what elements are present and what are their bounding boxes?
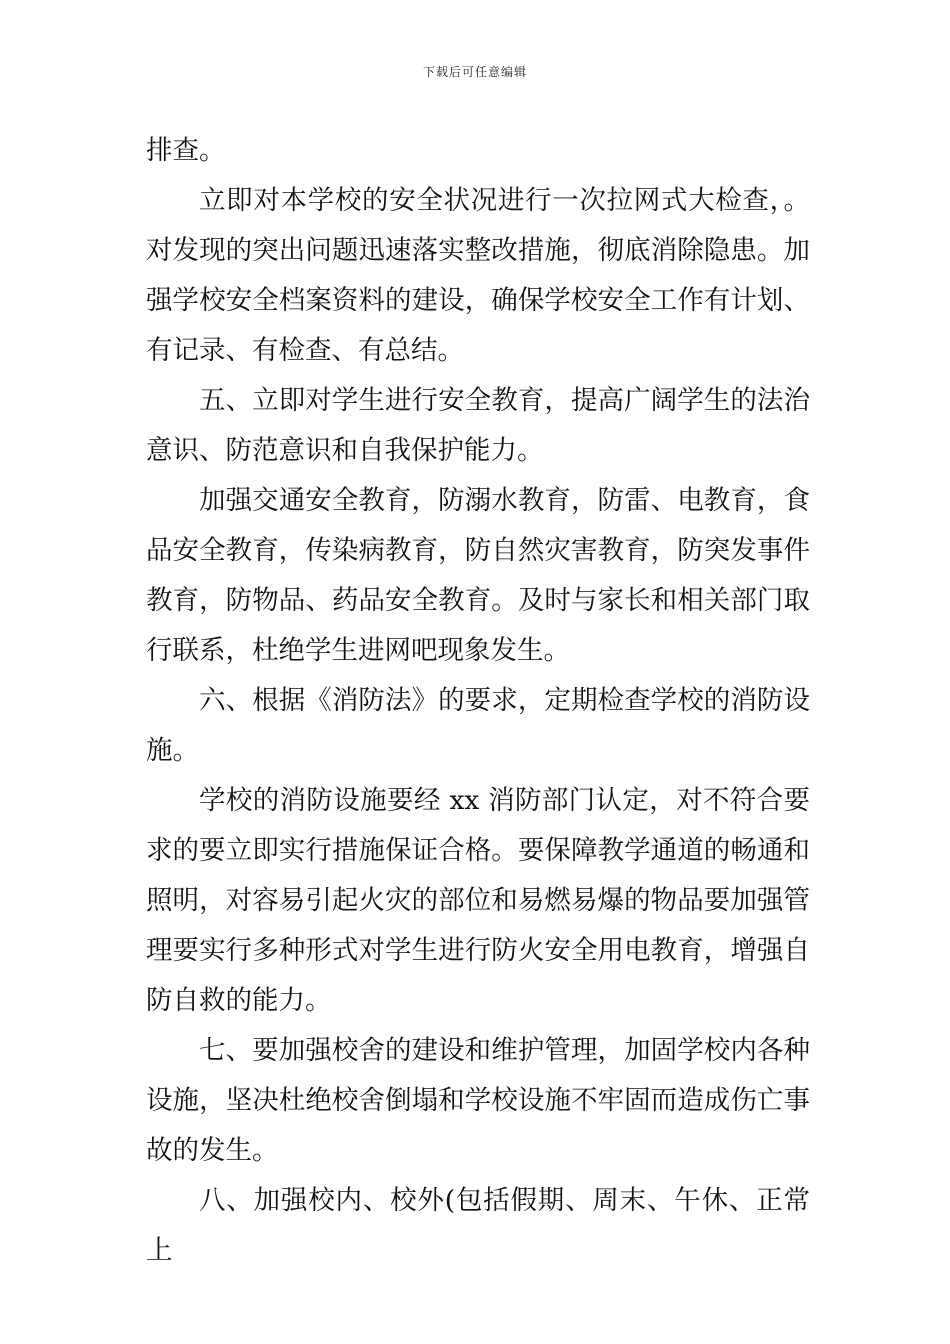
page-header: 下载后可任意编辑 — [422, 65, 527, 79]
paragraph-item-six: 六、根据《消防法》的要求，定期检查学校的消防设施。 — [146, 685, 810, 766]
paragraph-item-five: 五、立即对学生进行安全教育，提高广阔学生的法治意识、防范意识和自我保护能力。 — [146, 385, 810, 466]
document-body — [146, 126, 810, 1276]
paragraph-inspection: 立即对本学校的安全状况进行一次拉网式大检查，。对发现的突出问题迅速落实整改措施，彻底消除隐患。加强学校安全档案资料的建设，确保学校安全工作有计划、有记录、有检查、有总结。 — [146, 185, 810, 366]
paragraph-item-eight: 八、加强校内、校外(包括假期、周末、午休、正常上 — [146, 1185, 810, 1266]
paragraph-fire-facilities: 学校的消防设施要经 xx 消防部门认定，对不符合要求的要立即实行措施保证合格。要保障教学通道的畅通和照明，对容易引起火灾的部位和易燃易爆的物品要加强管理要实行多种形式对学生进行防火安全用电教育，增强自防自救的能力。 — [146, 785, 810, 1016]
paragraph-item-seven: 七、要加强校舍的建设和维护管理，加固学校内各种设施，坚决杜绝校舍倒塌和学校设施不牢固而造成伤亡事故的发生。 — [146, 1035, 810, 1166]
paragraph-continuation: 排查。 — [146, 135, 226, 166]
paragraph-safety-education: 加强交通安全教育，防溺水教育，防雷、电教育，食品安全教育，传染病教育，防自然灾害教育，防突发事件教育，防物品、药品安全教育。及时与家长和相关部门取行联系，杜绝学生进网吧现象发生。 — [146, 485, 810, 666]
